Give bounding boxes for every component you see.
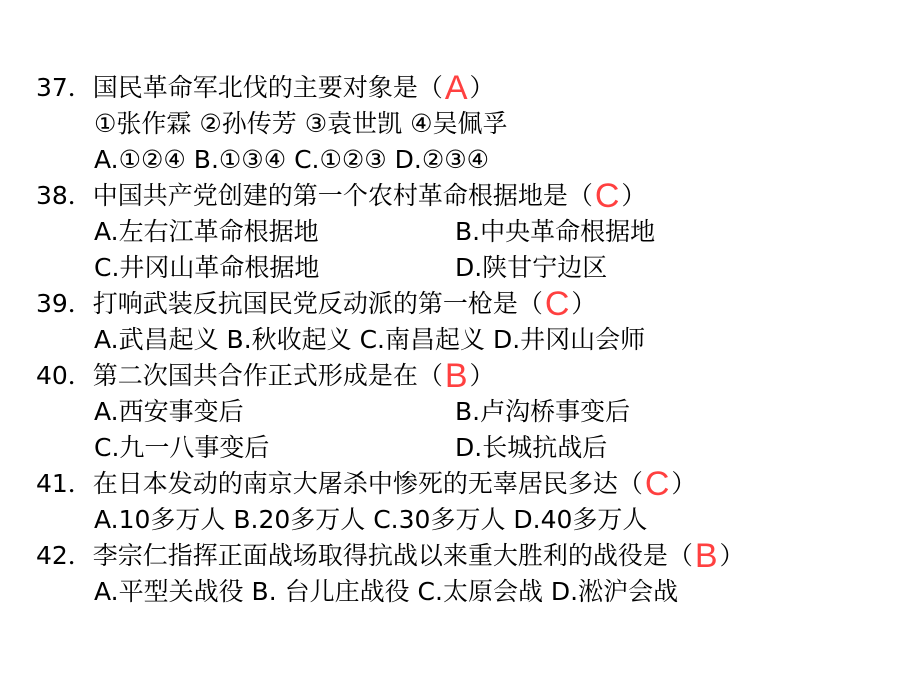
question-38-option-a: A.左右江革命根据地 [94,217,319,246]
question-42-stem [36,538,745,574]
question-41-close-paren: ） [671,469,697,498]
question-37-options-line-2: A.①②④ B.①③④ C.①②③ D.②③④ [94,145,490,174]
question-41-answer: C [644,465,670,503]
question-38-stem [36,178,646,214]
question-40-option-c: C.九一八事变后 [94,433,270,462]
question-38-option-c: C.井冈山革命根据地 [94,253,320,282]
question-38-answer: C [594,177,620,215]
question-37-text: 37．国民革命军北伐的主要对象是（ [36,73,443,102]
question-42-text: 42．李宗仁指挥正面战场取得抗战以来重大胜利的战役是（ [36,541,693,570]
question-40-answer: B [444,357,468,395]
question-40-stem [36,358,495,394]
question-40-option-b: B.卢沟桥事变后 [455,397,631,426]
question-40-text: 40．第二次国共合作正式形成是在（ [36,361,443,390]
question-42-answer: B [694,537,718,575]
question-40-option-a: A.西安事变后 [94,397,244,426]
question-41-text: 41．在日本发动的南京大屠杀中惨死的无辜居民多达（ [36,469,643,498]
question-42-options-line: A.平型关战役 B. 台儿庄战役 C.太原会战 D.淞沪会战 [94,577,679,606]
question-37-close-paren: ） [469,73,495,102]
question-38-option-b: B.中央革命根据地 [455,217,656,246]
question-38-option-d: D.陕甘宁边区 [455,253,608,282]
question-42-close-paren: ） [719,541,745,570]
question-39-answer: C [544,285,570,323]
question-38-text: 38．中国共产党创建的第一个农村革命根据地是（ [36,181,593,210]
question-39-close-paren: ） [571,289,597,318]
question-38-close-paren: ） [621,181,647,210]
question-39-text: 39．打响武装反抗国民党反动派的第一枪是（ [36,289,543,318]
question-39-options-line: A.武昌起义 B.秋收起义 C.南昌起义 D.井冈山会师 [94,325,646,354]
question-41-options-line: A.10多万人 B.20多万人 C.30多万人 D.40多万人 [94,505,648,534]
question-40-close-paren: ） [469,361,495,390]
question-41-stem [36,466,696,502]
question-37-answer: A [444,69,468,107]
question-40-option-d: D.长城抗战后 [455,433,608,462]
question-39-stem [36,286,596,322]
question-37-stem [36,70,495,106]
question-37-options-line-1: ①张作霖 ②孙传芳 ③袁世凯 ④吴佩孚 [94,109,508,138]
